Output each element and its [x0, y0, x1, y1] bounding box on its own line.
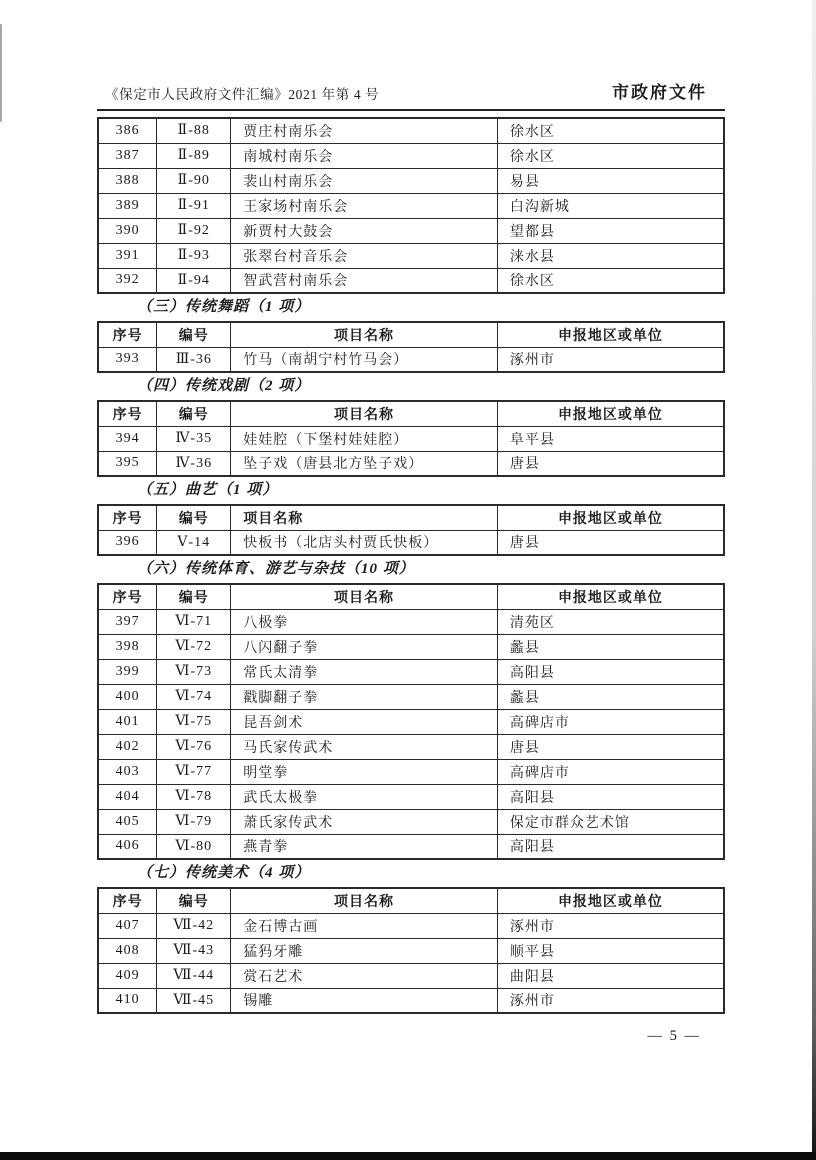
- table-row: [98, 118, 724, 143]
- column-header: 序号: [98, 505, 157, 530]
- cell-project-name: 竹马（南胡宁村竹马会）: [231, 347, 498, 372]
- cell-project-name: 八闪翻子拳: [231, 634, 498, 659]
- cell-index: 388: [98, 168, 157, 193]
- cell-region: 高碑店市: [497, 709, 724, 734]
- cell-project-name: 燕青拳: [231, 834, 498, 859]
- table-row: [98, 963, 724, 988]
- column-header: 序号: [98, 322, 157, 347]
- cell-code: Ⅶ-43: [157, 938, 231, 963]
- cell-index: 402: [98, 734, 157, 759]
- table-header-row: [98, 888, 724, 913]
- cell-index: 395: [98, 451, 157, 476]
- cell-region: 曲阳县: [497, 963, 724, 988]
- column-header: 申报地区或单位: [497, 505, 724, 530]
- cell-index: 404: [98, 784, 157, 809]
- cell-index: 400: [98, 684, 157, 709]
- cell-region: 涿州市: [497, 988, 724, 1013]
- cell-index: 409: [98, 963, 157, 988]
- cell-index: 406: [98, 834, 157, 859]
- column-header: 编号: [157, 401, 231, 426]
- table-header-row: [98, 505, 724, 530]
- cell-project-name: 娃娃腔（下堡村娃娃腔）: [231, 426, 498, 451]
- cell-index: 391: [98, 243, 157, 268]
- table-row: [98, 734, 724, 759]
- table-row: [98, 168, 724, 193]
- cell-project-name: 智武营村南乐会: [231, 268, 498, 293]
- cell-region: 阜平县: [497, 426, 724, 451]
- cell-code: Ⅵ-80: [157, 834, 231, 859]
- heritage-table: [97, 583, 725, 860]
- table-header-row: [98, 401, 724, 426]
- page-content: [97, 0, 725, 1045]
- cell-project-name: 明堂拳: [231, 759, 498, 784]
- cell-index: 392: [98, 268, 157, 293]
- section-title: （七）传统美术（4 项）: [137, 865, 311, 881]
- column-header: 编号: [157, 322, 231, 347]
- cell-project-name: 赏石艺术: [231, 963, 498, 988]
- cell-code: Ⅳ-36: [157, 451, 231, 476]
- cell-project-name: 裴山村南乐会: [231, 168, 498, 193]
- cell-region: 徐水区: [497, 118, 724, 143]
- column-header: 项目名称: [231, 322, 498, 347]
- table-row: [98, 268, 724, 293]
- table-row: [98, 347, 724, 372]
- cell-region: 蠡县: [497, 684, 724, 709]
- table-row: [98, 988, 724, 1013]
- cell-index: 387: [98, 143, 157, 168]
- cell-region: 高阳县: [497, 834, 724, 859]
- cell-code: Ⅱ-88: [157, 118, 231, 143]
- cell-code: Ⅲ-36: [157, 347, 231, 372]
- cell-code: Ⅶ-45: [157, 988, 231, 1013]
- cell-project-name: 贾庄村南乐会: [231, 118, 498, 143]
- table-row: [98, 659, 724, 684]
- table-row: [98, 809, 724, 834]
- column-header: 申报地区或单位: [497, 322, 724, 347]
- cell-region: 徐水区: [497, 268, 724, 293]
- heritage-table: [97, 504, 725, 556]
- column-header: 项目名称: [231, 888, 498, 913]
- section-title: （六）传统体育、游艺与杂技（10 项）: [137, 561, 415, 577]
- cell-code: Ⅴ-14: [157, 530, 231, 555]
- cell-index: 386: [98, 118, 157, 143]
- column-header: 申报地区或单位: [497, 401, 724, 426]
- table-header-row: [98, 584, 724, 609]
- table-row: [98, 913, 724, 938]
- cell-region: 唐县: [497, 734, 724, 759]
- cell-project-name: 金石博古画: [231, 913, 498, 938]
- cell-region: 唐县: [497, 451, 724, 476]
- table-row: [98, 938, 724, 963]
- heritage-table: [97, 117, 725, 294]
- table-row: [98, 759, 724, 784]
- cell-code: Ⅵ-75: [157, 709, 231, 734]
- sections-container: [97, 117, 725, 1014]
- column-header: 序号: [98, 888, 157, 913]
- cell-index: 389: [98, 193, 157, 218]
- cell-code: Ⅵ-74: [157, 684, 231, 709]
- cell-index: 390: [98, 218, 157, 243]
- column-header: 编号: [157, 888, 231, 913]
- cell-project-name: 南城村南乐会: [231, 143, 498, 168]
- cell-index: 396: [98, 530, 157, 555]
- cell-region: 涿州市: [497, 913, 724, 938]
- cell-code: Ⅵ-71: [157, 609, 231, 634]
- page-number: — 5 —: [647, 1028, 701, 1044]
- cell-code: Ⅱ-89: [157, 143, 231, 168]
- cell-code: Ⅶ-42: [157, 913, 231, 938]
- cell-region: 清苑区: [497, 609, 724, 634]
- cell-code: Ⅵ-77: [157, 759, 231, 784]
- cell-index: 398: [98, 634, 157, 659]
- table-row: [98, 784, 724, 809]
- cell-region: 高阳县: [497, 784, 724, 809]
- cell-project-name: 新贾村大鼓会: [231, 218, 498, 243]
- cell-project-name: 八极拳: [231, 609, 498, 634]
- cell-region: 蠡县: [497, 634, 724, 659]
- cell-index: 399: [98, 659, 157, 684]
- cell-code: Ⅵ-72: [157, 634, 231, 659]
- column-header: 序号: [98, 584, 157, 609]
- cell-index: 397: [98, 609, 157, 634]
- cell-index: 410: [98, 988, 157, 1013]
- scan-edge-left: [0, 24, 2, 122]
- cell-project-name: 猛犸牙雕: [231, 938, 498, 963]
- cell-code: Ⅵ-79: [157, 809, 231, 834]
- column-header: 申报地区或单位: [497, 888, 724, 913]
- cell-region: 高阳县: [497, 659, 724, 684]
- cell-index: 401: [98, 709, 157, 734]
- column-header: 编号: [157, 505, 231, 530]
- cell-region: 易县: [497, 168, 724, 193]
- cell-index: 407: [98, 913, 157, 938]
- table-row: [98, 634, 724, 659]
- cell-code: Ⅱ-92: [157, 218, 231, 243]
- column-header: 项目名称: [231, 505, 498, 530]
- cell-project-name: 坠子戏（唐县北方坠子戏）: [231, 451, 498, 476]
- cell-project-name: 张翠台村音乐会: [231, 243, 498, 268]
- cell-project-name: 锡雕: [231, 988, 498, 1013]
- cell-region: 涞水县: [497, 243, 724, 268]
- scan-edge-right: [812, 0, 816, 1160]
- cell-index: 393: [98, 347, 157, 372]
- section-title: （四）传统戏剧（2 项）: [137, 378, 311, 394]
- cell-project-name: 萧氏家传武术: [231, 809, 498, 834]
- table-row: [98, 609, 724, 634]
- scan-edge-bottom: [0, 1152, 816, 1160]
- column-header: 项目名称: [231, 584, 498, 609]
- table-row: [98, 426, 724, 451]
- table-row: [98, 530, 724, 555]
- page-header: [97, 78, 725, 111]
- cell-region: 徐水区: [497, 143, 724, 168]
- table-row: [98, 834, 724, 859]
- cell-code: Ⅳ-35: [157, 426, 231, 451]
- cell-code: Ⅱ-91: [157, 193, 231, 218]
- heritage-table: [97, 321, 725, 373]
- table-row: [98, 218, 724, 243]
- cell-region: 涿州市: [497, 347, 724, 372]
- table-row: [98, 193, 724, 218]
- cell-project-name: 昆吾剑术: [231, 709, 498, 734]
- cell-index: 403: [98, 759, 157, 784]
- cell-project-name: 武氏太极拳: [231, 784, 498, 809]
- cell-project-name: 常氏太清拳: [231, 659, 498, 684]
- table-header-row: [98, 322, 724, 347]
- header-document-category: 市政府文件: [612, 83, 707, 102]
- cell-region: 顺平县: [497, 938, 724, 963]
- column-header: 项目名称: [231, 401, 498, 426]
- cell-project-name: 快板书（北店头村贾氏快板）: [231, 530, 498, 555]
- cell-project-name: 马氏家传武术: [231, 734, 498, 759]
- cell-region: 唐县: [497, 530, 724, 555]
- cell-code: Ⅱ-93: [157, 243, 231, 268]
- cell-code: Ⅱ-94: [157, 268, 231, 293]
- cell-code: Ⅵ-73: [157, 659, 231, 684]
- cell-code: Ⅱ-90: [157, 168, 231, 193]
- table-row: [98, 684, 724, 709]
- table-row: [98, 709, 724, 734]
- column-header: 编号: [157, 584, 231, 609]
- cell-project-name: 王家场村南乐会: [231, 193, 498, 218]
- cell-region: 高碑店市: [497, 759, 724, 784]
- cell-code: Ⅵ-76: [157, 734, 231, 759]
- section-title: （五）曲艺（1 项）: [137, 482, 279, 498]
- table-row: [98, 451, 724, 476]
- section-title: （三）传统舞蹈（1 项）: [137, 299, 311, 315]
- cell-region: 保定市群众艺术馆: [497, 809, 724, 834]
- table-row: [98, 243, 724, 268]
- cell-region: 白沟新城: [497, 193, 724, 218]
- cell-region: 望都县: [497, 218, 724, 243]
- cell-index: 405: [98, 809, 157, 834]
- column-header: 序号: [98, 401, 157, 426]
- header-compilation-title: 《保定市人民政府文件汇编》2021 年第 4 号: [105, 87, 380, 102]
- heritage-table: [97, 400, 725, 477]
- cell-code: Ⅵ-78: [157, 784, 231, 809]
- cell-code: Ⅶ-44: [157, 963, 231, 988]
- cell-index: 408: [98, 938, 157, 963]
- column-header: 申报地区或单位: [497, 584, 724, 609]
- cell-index: 394: [98, 426, 157, 451]
- heritage-table: [97, 887, 725, 1014]
- table-row: [98, 143, 724, 168]
- cell-project-name: 戳脚翻子拳: [231, 684, 498, 709]
